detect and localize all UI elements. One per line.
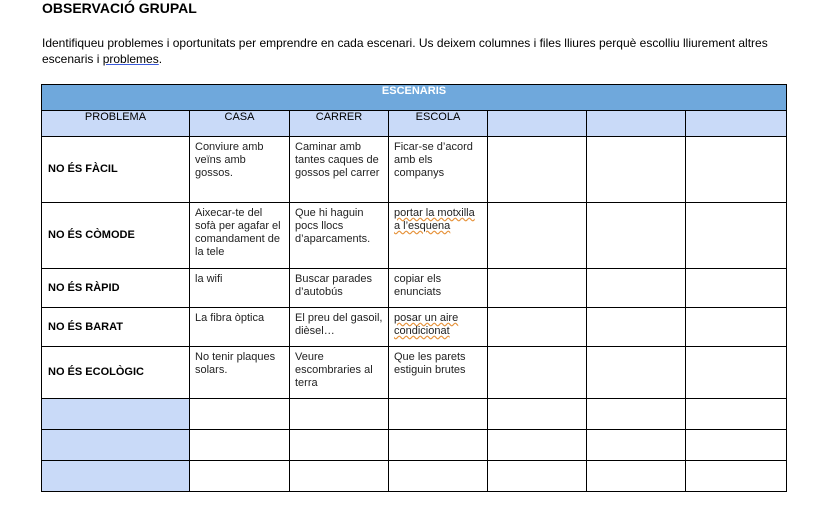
table-cell[interactable] bbox=[389, 399, 488, 430]
table-cell[interactable] bbox=[290, 461, 389, 492]
table-cell[interactable] bbox=[488, 137, 587, 203]
table-row bbox=[42, 269, 787, 308]
table-cell[interactable]: No tenir plaques solars. bbox=[190, 347, 290, 399]
table-row-empty bbox=[42, 430, 787, 461]
table-cell[interactable] bbox=[587, 308, 686, 347]
table-cell[interactable] bbox=[686, 203, 787, 269]
intro-text: Identifiqueu problemes i oportunitats per emprendre en cada escenari. Us deixem columnes i files lliures perquè escolliu lliurement altres escenaris i bbox=[42, 36, 768, 66]
table-cell[interactable] bbox=[488, 430, 587, 461]
table-row bbox=[42, 347, 787, 399]
column-header-carrer: CARRER bbox=[290, 111, 389, 137]
page-title: OBSERVACIÓ GRUPAL bbox=[42, 0, 197, 16]
column-header-empty[interactable] bbox=[587, 111, 686, 137]
column-header-empty[interactable] bbox=[686, 111, 787, 137]
table-cell[interactable]: Que les parets estiguin brutes bbox=[389, 347, 488, 399]
table-cell[interactable] bbox=[686, 399, 787, 430]
table-cell[interactable]: copiar els enunciats bbox=[389, 269, 488, 308]
intro-paragraph bbox=[42, 35, 792, 67]
table-cell[interactable]: Conviure amb veïns amb gossos. bbox=[190, 137, 290, 203]
column-header-casa: CASA bbox=[190, 111, 290, 137]
table-row bbox=[42, 203, 787, 269]
table-cell[interactable]: Aixecar-te del sofà per agafar el comandament de la tele bbox=[190, 203, 290, 269]
table-cell[interactable] bbox=[190, 430, 290, 461]
row-label: NO ÉS CÒMODE bbox=[42, 203, 190, 269]
table-cell[interactable]: Que hi haguin pocs llocs d’aparcaments. bbox=[290, 203, 389, 269]
table-cell[interactable] bbox=[686, 269, 787, 308]
table-cell[interactable] bbox=[587, 430, 686, 461]
table-cell[interactable] bbox=[488, 269, 587, 308]
table-cell[interactable] bbox=[686, 461, 787, 492]
table-cell[interactable] bbox=[389, 461, 488, 492]
table-cell[interactable] bbox=[190, 461, 290, 492]
row-label-empty[interactable] bbox=[42, 461, 190, 492]
table-row-empty bbox=[42, 461, 787, 492]
table-cell[interactable]: Buscar parades d’autobús bbox=[290, 269, 389, 308]
table-cell[interactable] bbox=[587, 203, 686, 269]
table-cell[interactable]: posar un aire condicionat bbox=[389, 308, 488, 347]
table-cell[interactable] bbox=[686, 308, 787, 347]
row-label: NO ÉS BARAT bbox=[42, 308, 190, 347]
table-cell[interactable]: portar la motxilla a l’esquena bbox=[389, 203, 488, 269]
row-label-empty[interactable] bbox=[42, 399, 190, 430]
row-label: NO ÉS RÀPID bbox=[42, 269, 190, 308]
column-header-empty[interactable] bbox=[488, 111, 587, 137]
table-cell[interactable]: Ficar-se d’acord amb els companys bbox=[389, 137, 488, 203]
observation-table bbox=[41, 84, 787, 492]
table-cell[interactable] bbox=[587, 399, 686, 430]
table-cell[interactable]: La fibra òptica bbox=[190, 308, 290, 347]
table-cell[interactable] bbox=[488, 308, 587, 347]
table-cell[interactable] bbox=[290, 430, 389, 461]
table-cell[interactable] bbox=[389, 430, 488, 461]
table-cell[interactable] bbox=[587, 137, 686, 203]
table-cell[interactable] bbox=[686, 430, 787, 461]
row-label-empty[interactable] bbox=[42, 430, 190, 461]
table-cell[interactable]: la wifi bbox=[190, 269, 290, 308]
table-row bbox=[42, 137, 787, 203]
intro-end: . bbox=[158, 52, 163, 66]
table-row-empty bbox=[42, 399, 787, 430]
column-header-problema: PROBLEMA bbox=[42, 111, 190, 137]
table-cell[interactable] bbox=[488, 347, 587, 399]
intro-link-word: problemes bbox=[102, 52, 159, 66]
table-cell[interactable]: Veure escombraries al terra bbox=[290, 347, 389, 399]
row-label: NO ÉS ECOLÒGIC bbox=[42, 347, 190, 399]
table-cell[interactable]: El preu del gasoil, dièsel… bbox=[290, 308, 389, 347]
table-cell[interactable] bbox=[190, 399, 290, 430]
table-cell[interactable]: Caminar amb tantes caques de gossos pel carrer bbox=[290, 137, 389, 203]
table-cell[interactable] bbox=[488, 461, 587, 492]
table-cell[interactable] bbox=[488, 399, 587, 430]
table-cell[interactable] bbox=[686, 347, 787, 399]
table-cell[interactable] bbox=[587, 461, 686, 492]
column-header-escola: ESCOLA bbox=[389, 111, 488, 137]
scenarios-header: ESCENARIS bbox=[42, 85, 787, 111]
table-cell[interactable] bbox=[290, 399, 389, 430]
table-cell[interactable] bbox=[587, 347, 686, 399]
table-cell[interactable] bbox=[686, 137, 787, 203]
table-cell[interactable] bbox=[587, 269, 686, 308]
row-label: NO ÉS FÀCIL bbox=[42, 137, 190, 203]
table-cell[interactable] bbox=[488, 203, 587, 269]
table-row bbox=[42, 308, 787, 347]
